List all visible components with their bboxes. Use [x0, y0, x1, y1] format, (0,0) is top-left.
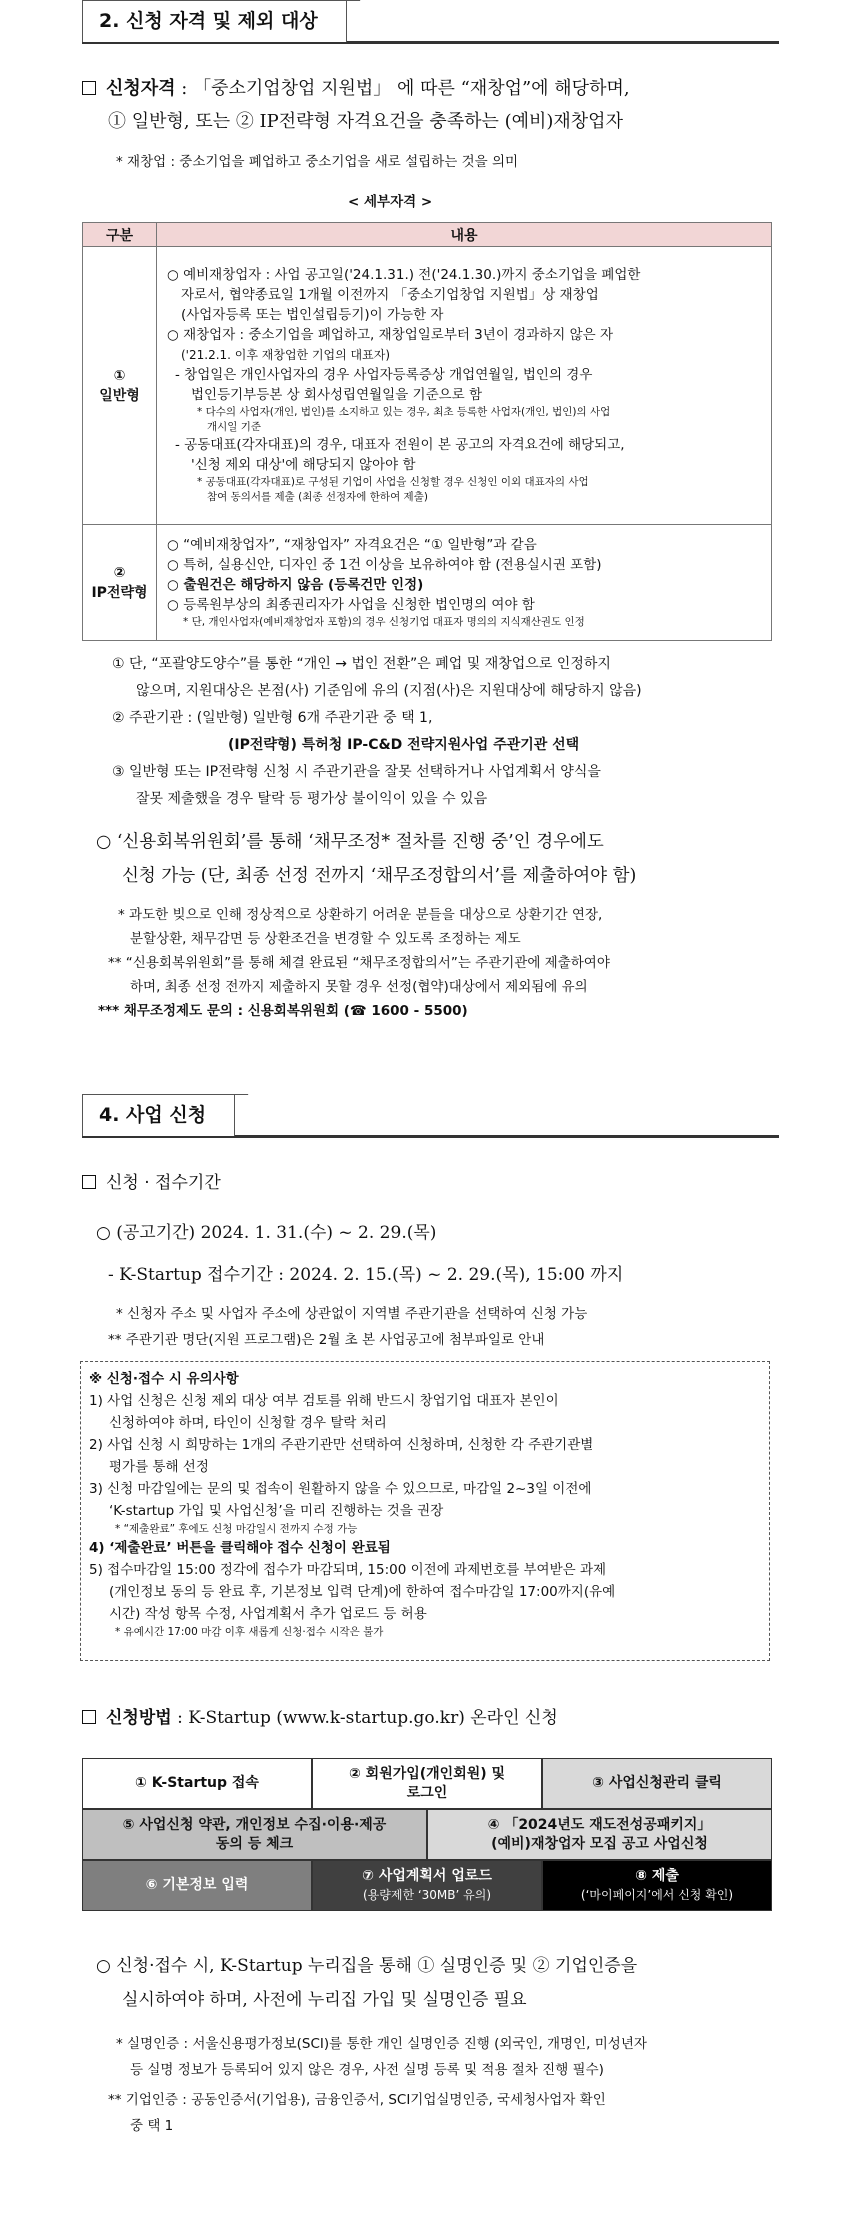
period-note: * 신청자 주소 및 사업자 주소에 상관없이 지역별 주관기관을 선택하여 신청 가능 — [116, 1306, 588, 1322]
kstartup-period: - K-Startup 접수기간 : 2024. 2. 15.(목) ~ 2. 29.(목), 15:00 까지 — [108, 1265, 624, 1285]
kind-number: ① — [113, 367, 126, 384]
content-line: ○ 예비재창업자 : 사업 공고일('24.1.31.) 전('24.1.30.)까지 중소기업을 폐업한 — [167, 267, 641, 283]
step-6 — [82, 1860, 312, 1911]
method-text: : K-Startup (www.k-startup.go.kr) 온라인 신청 — [171, 1708, 558, 1728]
auth-note: ** 기업인증 : 공동인증서(기업용), 금융인증서, SCI기업실명인증, 국세청사업자 확인 — [108, 2092, 606, 2108]
notice-box — [80, 1361, 770, 1661]
auth-note: 중 택 1 — [130, 2118, 174, 2134]
step-5 — [82, 1809, 427, 1860]
checkbox-icon — [82, 81, 96, 95]
content-line: * 공동대표(각자대표)로 구성된 기업이 사업을 신청할 경우 신청인 이외 대표자의 사업 — [197, 476, 589, 488]
after-note: 않으며, 지원대상은 본점(사) 기준임에 유의 (지점(사)은 지원대상에 해당하지 않음) — [136, 683, 642, 699]
credit-line-1: ○ ‘신용회복위원회’를 통해 ‘채무조정* 절차를 진행 중’인 경우에도 — [96, 832, 604, 852]
content-line: * 다수의 사업자(개인, 법인)를 소지하고 있는 경우, 최초 등록한 사업자(개인, 법인)의 사업 — [197, 406, 611, 418]
kind-name: IP전략형 — [91, 584, 148, 601]
auth-note: 등 실명 정보가 등록되어 있지 않은 경우, 사전 실명 등록 및 적용 절차 진행 필수) — [130, 2062, 604, 2078]
step-2 — [312, 1758, 542, 1809]
step-label: ⑥ 기본정보 입력 — [145, 1877, 249, 1893]
checkbox-icon — [82, 1175, 96, 1189]
step-label: ⑦ 사업계획서 업로드 — [362, 1867, 492, 1884]
step-sublabel: 동의 등 체크 — [215, 1835, 294, 1852]
period-note: ** 주관기관 명단(지원 프로그램)은 2월 초 본 사업공고에 첨부파일로 안내 — [108, 1332, 545, 1348]
after-note: ② 주관기관 : (일반형) 일반형 6개 주관기관 중 택 1, — [112, 710, 433, 726]
notice-line: 5) 접수마감일 15:00 정각에 접수가 마감되며, 15:00 이전에 과제번호를 부여받은 과제 — [89, 1562, 607, 1578]
auth-line-2: 실시하여야 하며, 사전에 누리집 가입 및 실명인증 필요 — [122, 1990, 527, 2010]
credit-note: 하며, 최종 선정 전까지 제출하지 못할 경우 선정(협약)대상에서 제외됨에 유의 — [130, 979, 588, 995]
step-sublabel: (예비)재창업자 모집 공고 사업신청 — [491, 1835, 708, 1852]
content-line: 개시일 기준 — [207, 421, 262, 433]
table-row-general — [83, 247, 772, 525]
after-note: ① 단, “포괄양도양수”를 통한 “개인 → 법인 전환”은 폐업 및 재창업으로 인정하지 — [112, 656, 611, 672]
notice-line: * 유예시간 17:00 마감 이후 새롭게 신청·접수 시작은 불가 — [115, 1626, 384, 1638]
qualification-line-1 — [82, 74, 630, 100]
notice-line: ‘K-startup 가입 및 사업신청’을 미리 진행하는 것을 권장 — [109, 1503, 444, 1519]
step-label: ④ 「2024년도 재도전성공패키지」 — [487, 1816, 712, 1833]
notice-line: * “제출완료” 후에도 신청 마감일시 전까지 수정 가능 — [115, 1523, 358, 1535]
step-label: ① K-Startup 접속 — [135, 1775, 259, 1791]
qualification-detail-table — [82, 222, 772, 641]
content-line: ○ 출원건은 해당하지 않음 (등록건만 인정) — [167, 576, 424, 593]
step-label: ⑧ 제출 — [635, 1867, 679, 1884]
auth-line-1: ○ 신청·접수 시, K-Startup 누리집을 통해 ① 실명인증 및 ② 기업인증을 — [96, 1956, 638, 1976]
notice-line: 1) 사업 신청은 신청 제외 대상 여부 검토를 위해 반드시 창업기업 대표자 본인이 — [89, 1393, 559, 1409]
credit-note: ** “신용회복위원회”를 통해 체결 완료된 “채무조정합의서”는 주관기관에 제출하여야 — [108, 955, 610, 971]
content-line: 자로서, 협약종료일 1개월 이전까지 「중소기업창업 지원법」상 재창업 — [181, 287, 599, 303]
content-line: '신청 제외 대상'에 해당되지 않아야 함 — [191, 457, 416, 473]
kind-number: ② — [113, 564, 126, 581]
content-line: ○ “예비재창업자”, “재창업자” 자격요건은 “① 일반형”과 같음 — [167, 536, 537, 553]
qualification-line-2: ① 일반형, 또는 ② IP전략형 자격요건을 충족하는 (예비)재창업자 — [108, 111, 623, 132]
content-line: - 공동대표(각자대표)의 경우, 대표자 전원이 본 공고의 자격요건에 해당되고, — [175, 437, 625, 453]
step-label: ③ 사업신청관리 클릭 — [592, 1775, 722, 1791]
method-label: 신청방법 — [106, 1708, 172, 1728]
content-line: - 창업일은 개인사업자의 경우 사업자등록증상 개업연월일, 법인의 경우 — [175, 367, 593, 383]
step-4 — [427, 1809, 772, 1860]
section-4-title: 4. 사업 신청 — [82, 1094, 235, 1136]
qualification-label: 신청자격 — [106, 78, 176, 99]
after-note: (IP전략형) 특허청 IP-C&D 전략지원사업 주관기관 선택 — [228, 737, 580, 753]
notice-line: 4) ‘제출완료’ 버튼을 클릭해야 접수 신청이 완료됨 — [89, 1540, 391, 1556]
auth-note: * 실명인증 : 서울신용평가정보(SCI)를 통한 개인 실명인증 진행 (외국인, 개명인, 미성년자 — [116, 2036, 647, 2052]
kind-name: 일반형 — [99, 387, 140, 404]
content-line: 참여 동의서를 제출 (최종 선정자에 한하여 제출) — [207, 491, 428, 503]
content-line: (사업자등록 또는 법인설립등기)이 가능한 자 — [181, 307, 444, 323]
content-line: 법인등기부등본 상 회사성립연월일을 기준으로 함 — [191, 387, 483, 403]
step-sublabel: (용량제한 ‘30MB’ 유의) — [362, 1887, 492, 1902]
step-1 — [82, 1758, 312, 1809]
after-note: 잘못 제출했을 경우 탈락 등 평가상 불이익이 있을 수 있음 — [136, 791, 488, 807]
method-heading — [82, 1703, 558, 1728]
table-row-ip — [83, 525, 772, 641]
content-line: ○ 등록원부상의 최종권리자가 사업을 신청한 법인명의 여야 함 — [167, 596, 535, 613]
credit-inquiry: *** 채무조정제도 문의 : 신용회복위원회 (☎ 1600 - 5500) — [98, 1003, 468, 1019]
qualification-text-1: : 「중소기업창업 지원법」 에 따른 “재창업”에 해당하며, — [175, 78, 630, 99]
credit-line-2: 신청 가능 (단, 최종 선정 전까지 ‘채무조정합의서’를 제출하여야 함) — [122, 866, 637, 886]
detail-caption: < 세부자격 > — [348, 194, 433, 210]
table-header-content: 내용 — [157, 223, 772, 247]
qualification-note: * 재창업 : 중소기업을 폐업하고 중소기업을 새로 설립하는 것을 의미 — [116, 154, 519, 170]
step-sublabel: 로그인 — [406, 1784, 448, 1801]
notice-line: (개인정보 동의 등 완료 후, 기본정보 입력 단계)에 한하여 접수마감일 17:00까지(유예 — [109, 1584, 616, 1600]
content-line: ('21.2.1. 이후 재창업한 기업의 대표자) — [181, 348, 391, 362]
period-label: 신청 · 접수기간 — [106, 1173, 221, 1193]
content-line: ○ 재창업자 : 중소기업을 폐업하고, 재창업일로부터 3년이 경과하지 않은 자 — [167, 327, 614, 343]
notice-title: ※ 신청·접수 시 유의사항 — [89, 1371, 239, 1387]
step-label: ② 회원가입(개인회원) 및 — [348, 1765, 506, 1782]
notice-line: 2) 사업 신청 시 희망하는 1개의 주관기관만 선택하여 신청하며, 신청한 각 주관기관별 — [89, 1437, 594, 1453]
notice-line: 시간) 작성 항목 수정, 사업계획서 추가 업로드 등 허용 — [109, 1606, 427, 1622]
step-8 — [542, 1860, 772, 1911]
after-note: ③ 일반형 또는 IP전략형 신청 시 주관기관을 잘못 선택하거나 사업계획서 양식을 — [112, 764, 601, 780]
content-line: ○ 특허, 실용신안, 디자인 중 1건 이상을 보유하여야 함 (전용실시권 포함) — [167, 556, 602, 573]
notice-period: ○ (공고기간) 2024. 1. 31.(수) ~ 2. 29.(목) — [96, 1223, 437, 1243]
notice-line: 신청하여야 하며, 타인이 신청할 경우 탈락 처리 — [109, 1415, 387, 1431]
credit-note: 분할상환, 채무감면 등 상환조건을 변경할 수 있도록 조정하는 제도 — [130, 931, 521, 947]
table-header-kind: 구분 — [83, 223, 157, 247]
content-line: * 단, 개인사업자(예비재창업자 포함)의 경우 신청기업 대표자 명의의 지식재산권도 인정 — [183, 615, 585, 628]
step-3 — [542, 1758, 772, 1809]
notice-line: 평가를 통해 선정 — [109, 1459, 209, 1475]
step-label: ⑤ 사업신청 약관, 개인정보 수집·이용·제공 — [122, 1816, 387, 1833]
notice-line: 3) 신청 마감일에는 문의 및 접속이 원활하지 않을 수 있으므로, 마감일 2~3일 이전에 — [89, 1481, 592, 1497]
checkbox-icon — [82, 1710, 96, 1724]
step-sublabel: (‘마이페이지’에서 신청 확인) — [580, 1887, 734, 1902]
period-heading — [82, 1168, 221, 1193]
section-2-title: 2. 신청 자격 및 제외 대상 — [82, 0, 347, 42]
credit-note: * 과도한 빚으로 인해 정상적으로 상환하기 어려운 분들을 대상으로 상환기간 연장, — [118, 907, 603, 923]
step-7 — [312, 1860, 542, 1911]
